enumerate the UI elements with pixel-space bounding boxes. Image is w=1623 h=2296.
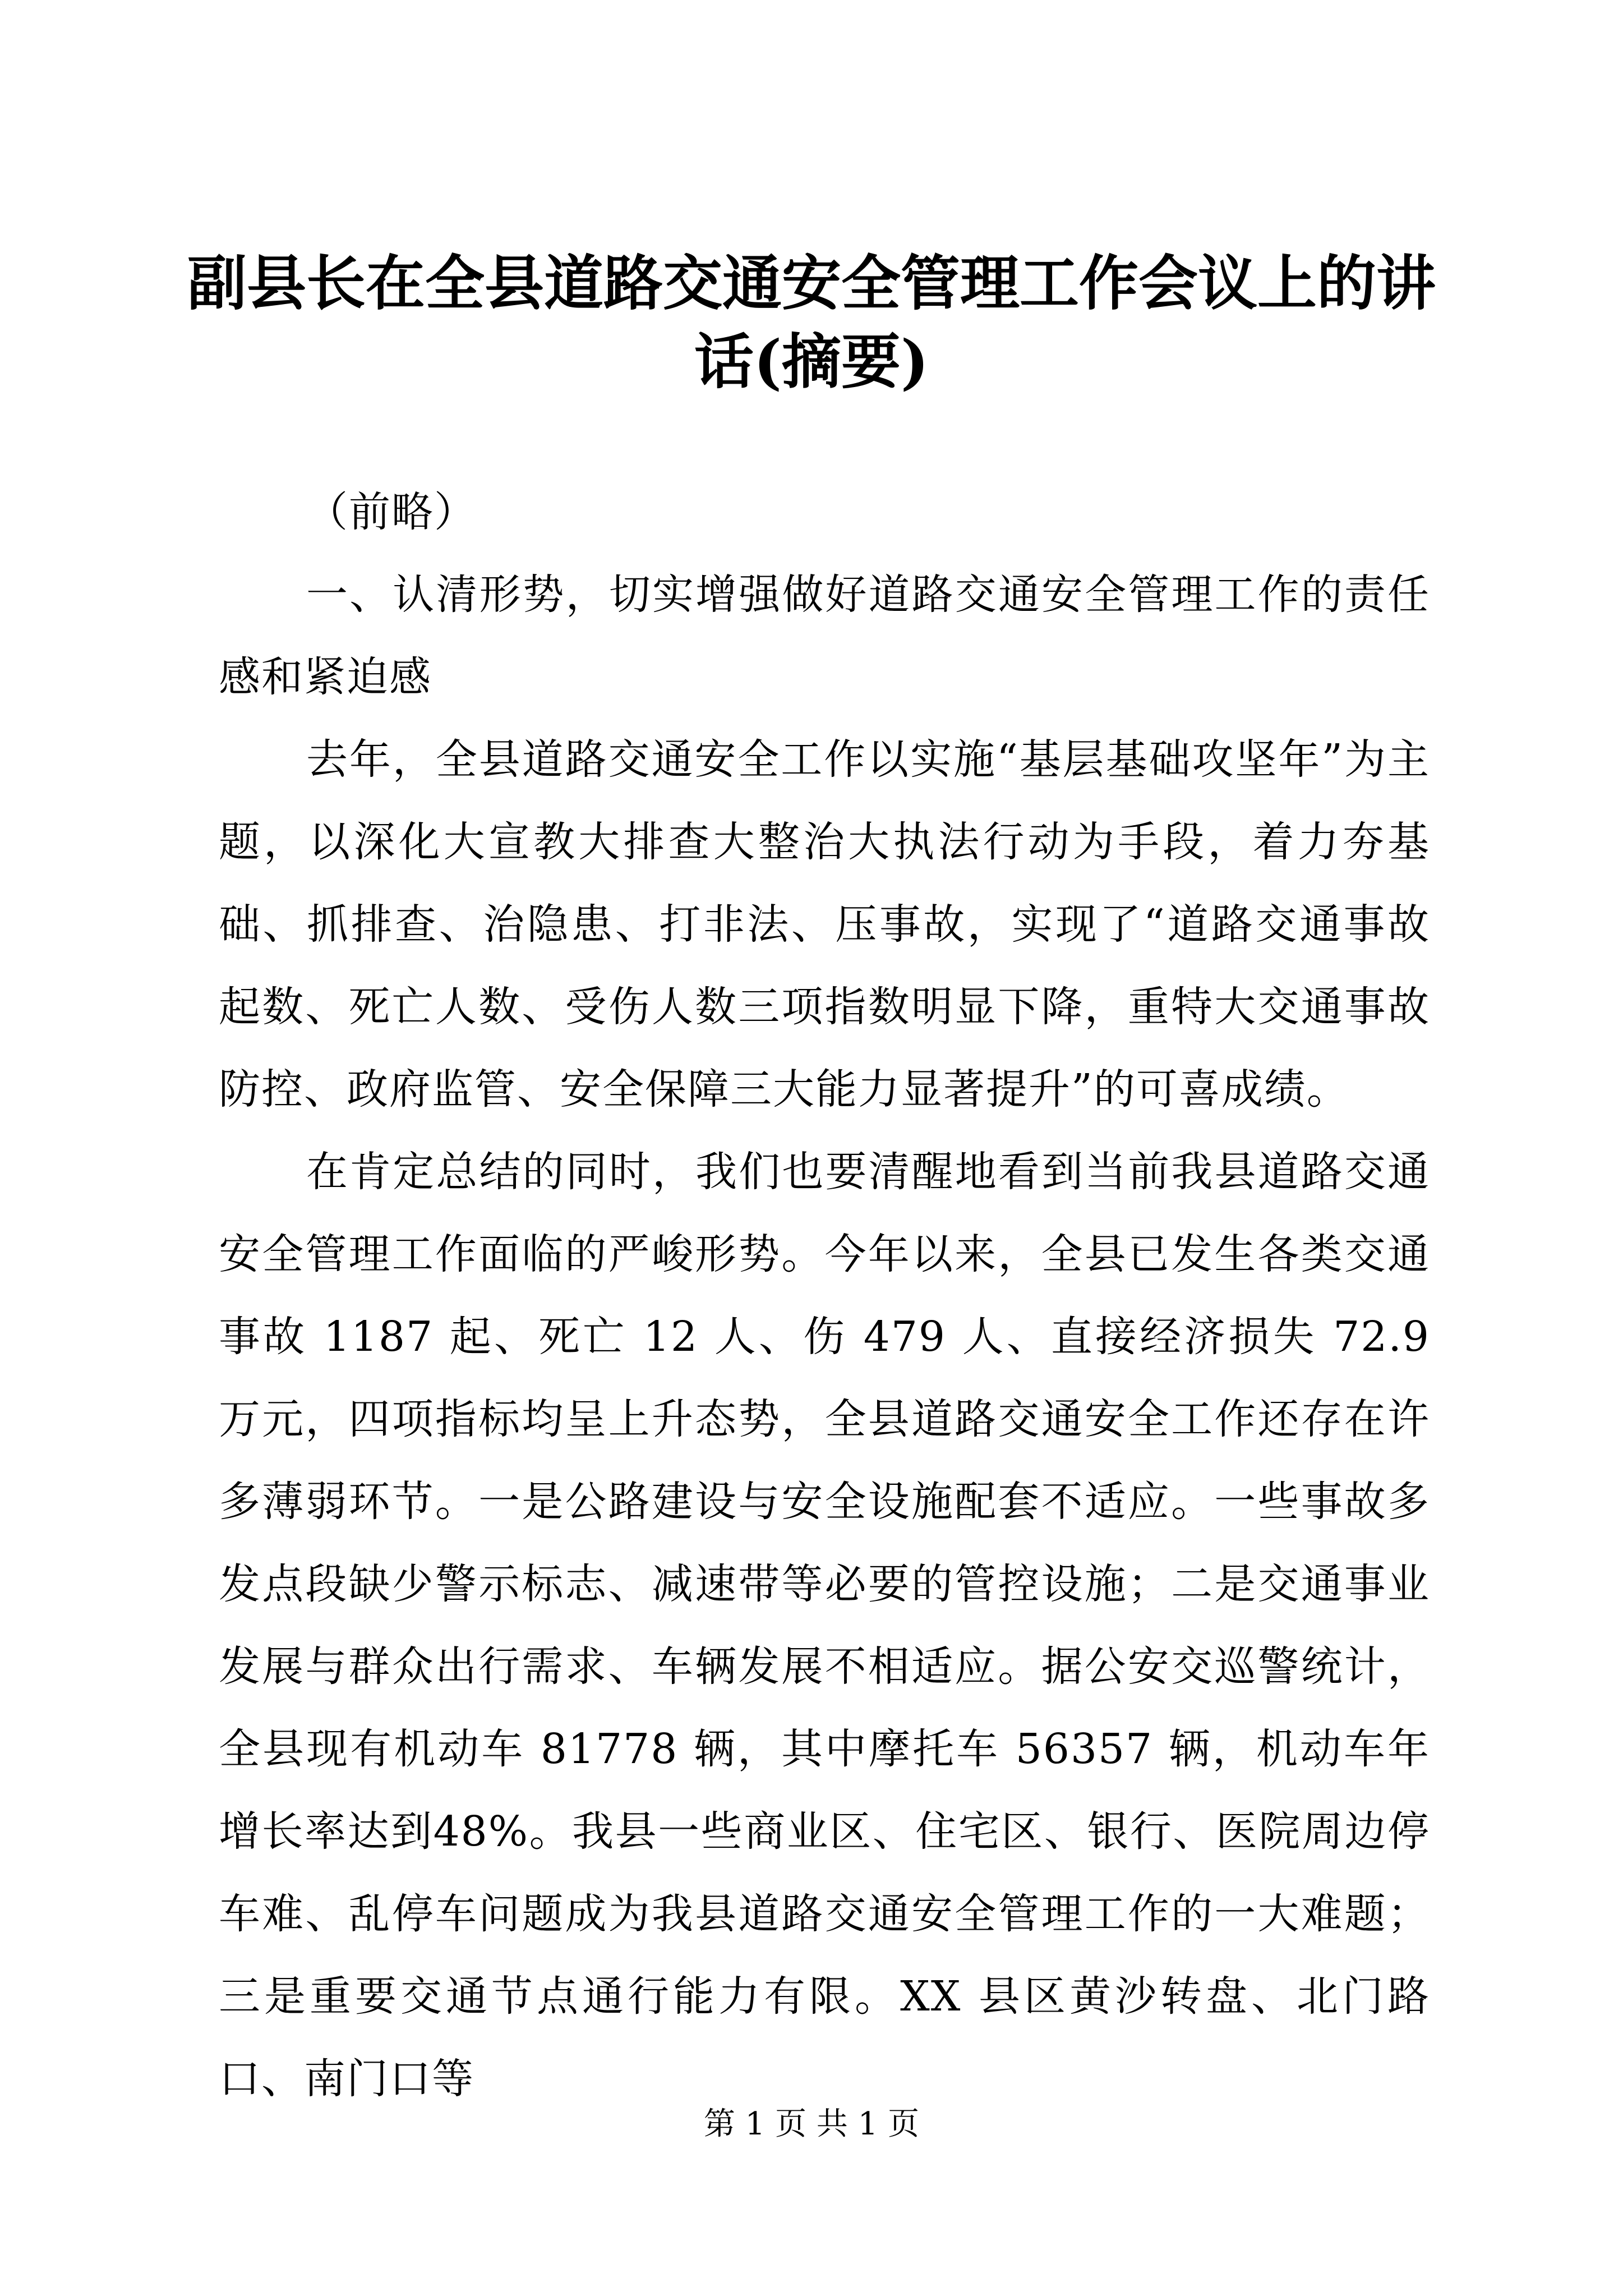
paragraph-section-heading: 一、认清形势，切实增强做好道路交通安全管理工作的责任感和紧迫感 (219, 570, 1430, 701)
document-body (219, 471, 1430, 2120)
paragraph-preamble: （前略） (306, 488, 477, 536)
page-number: 第 1 页 共 1 页 (703, 2106, 920, 2142)
paragraph-current-situation: 在肯定总结的同时，我们也要清醒地看到当前我县道路交通安全管理工作面临的严峻形势。今年以来，全县已发生各类交通事故 1187 起、死亡 12 人、伤 479 人、直接经济损失 72.9 万元，四项指标均呈上升态势，全县道路交通安全工作还存在许多薄弱环节。一是公路建设与安全设施配套不适应。一些事故多发点段缺少警示标志、减速带等必要的管控设施；二是交通事业发展与群众出行需求、车辆发展不相适应。据公安交巡警统计，全县现有机动车 81778 辆，其中摩托车 56357 辆，机动车年增长率达到48%。我县一些商业区、住宅区、银行、医院周边停车难、乱停车问题成为我县道路交通安全管理工作的一大难题；三是重要交通节点通行能力有限。XX 县区黄沙转盘、北门路口、南门口等 (219, 1148, 1430, 2103)
paragraph-last-year-summary: 去年，全县道路交通安全工作以实施“基层基础攻坚年”为主题，以深化大宣教大排查大整治大执法行动为手段，着力夯基础、抓排查、治隐患、打非法、压事故，实现了“道路交通事故起数、死亡人数、受伤人数三项指数明显下降，重特大交通事故防控、政府监管、安全保障三大能力显著提升”的可喜成绩。 (219, 735, 1430, 1114)
document-title: 副县长在全县道路交通安全管理工作会议上的讲话(摘要) (187, 248, 1436, 397)
